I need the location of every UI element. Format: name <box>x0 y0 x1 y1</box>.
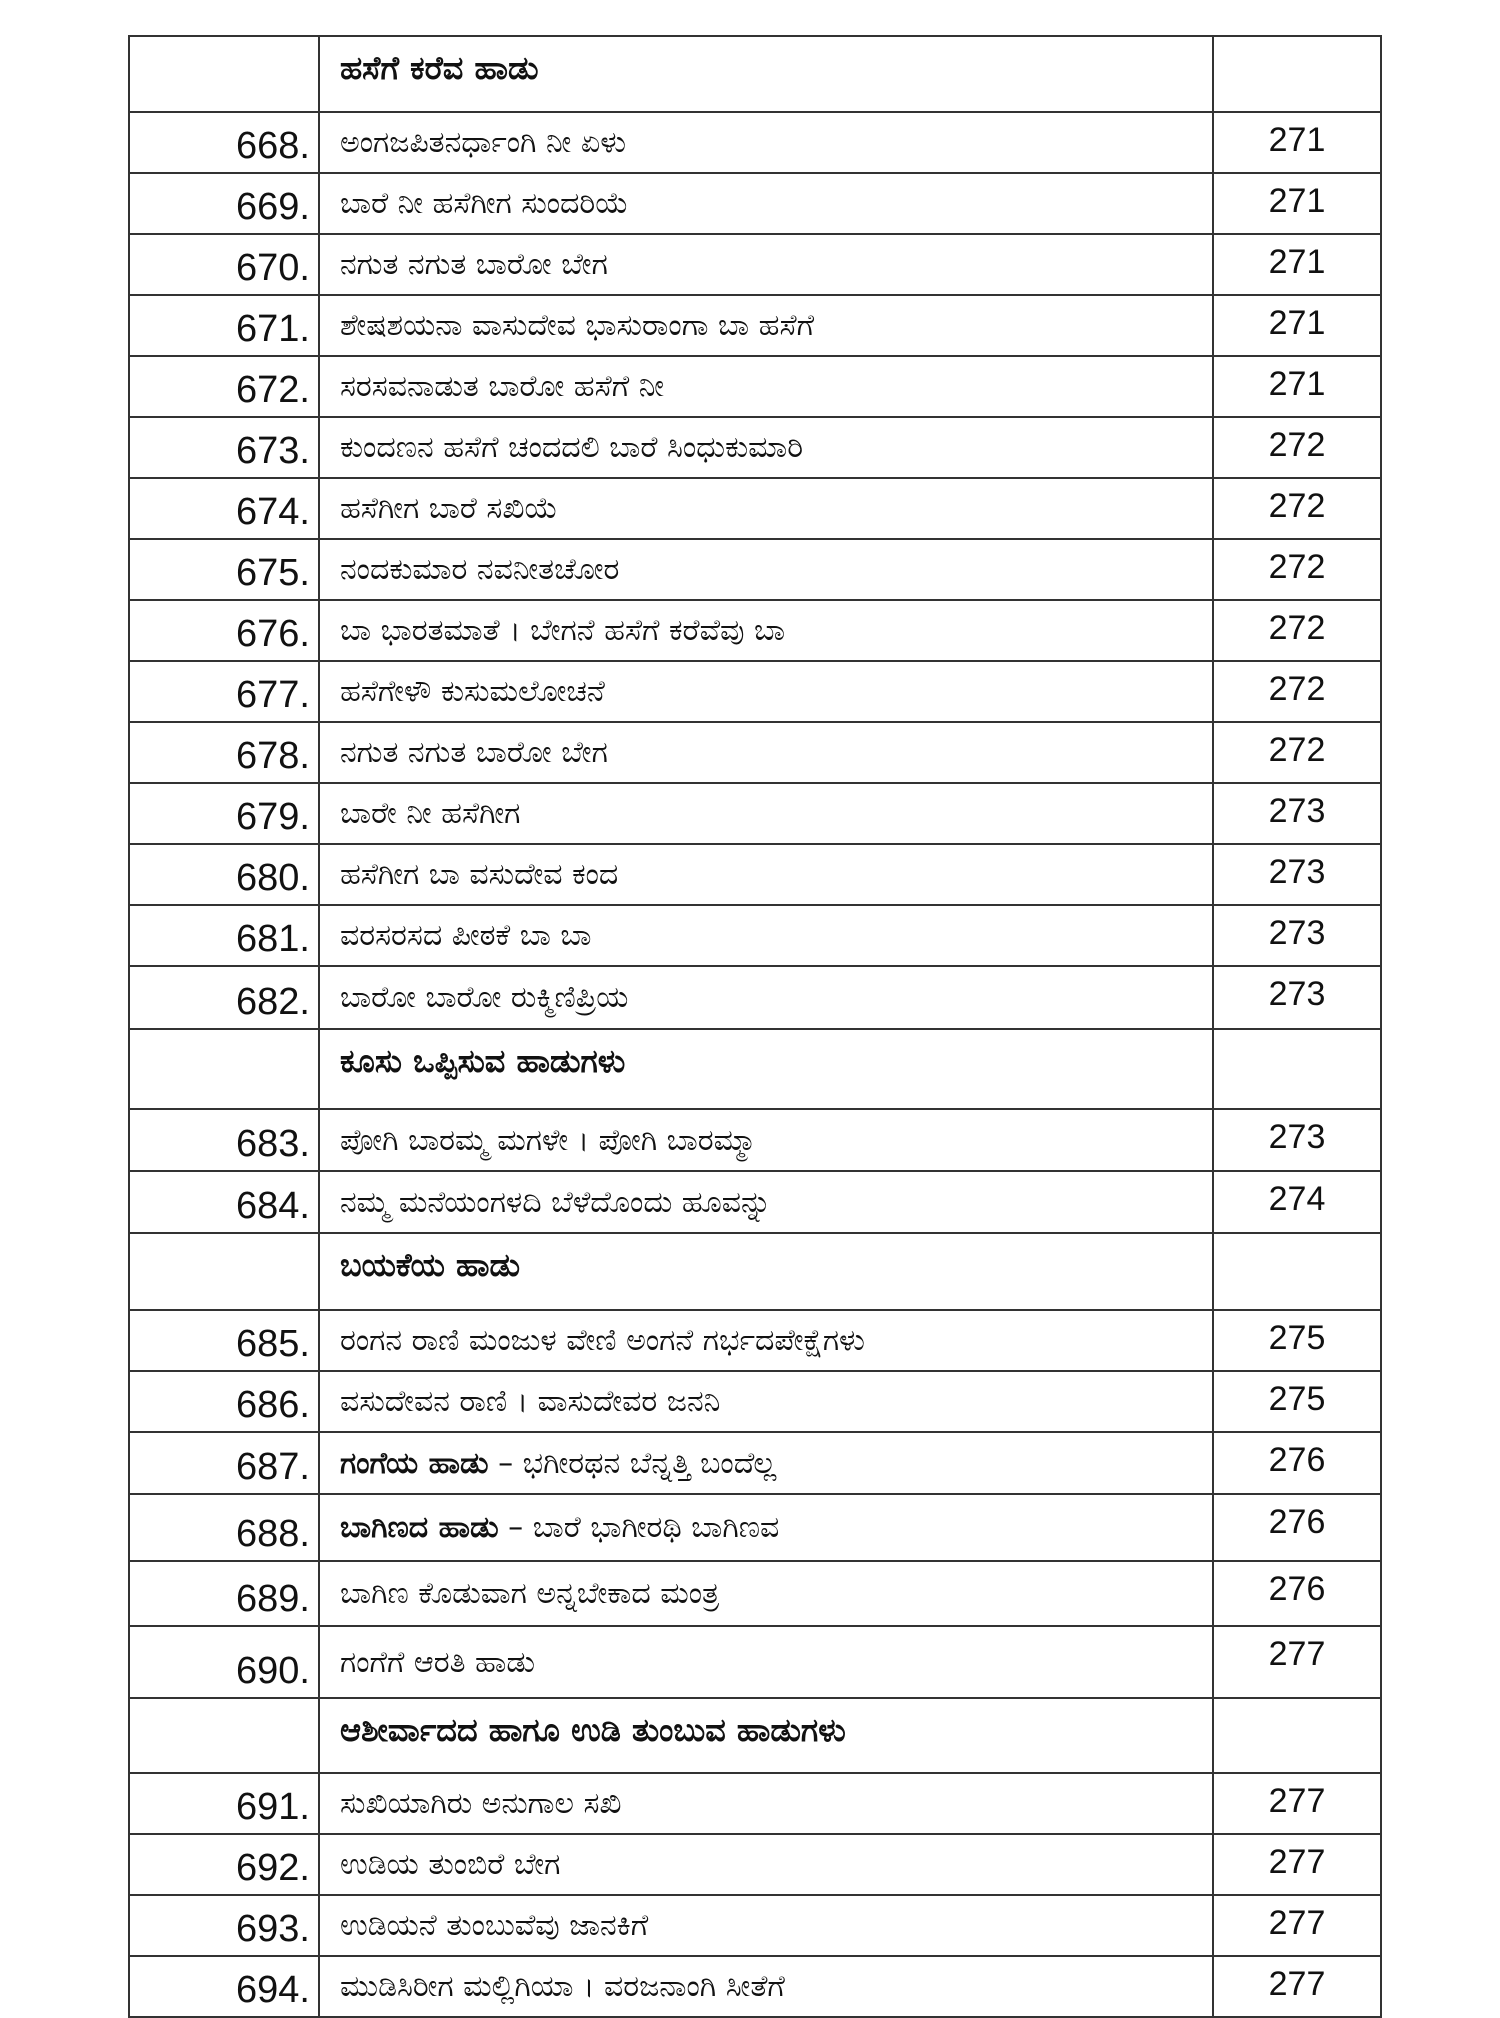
song-title: ಕುಂದಣನ ಹಸೆಗೆ ಚಂದದಲಿ ಬಾರೆ ಸಿಂಧುಕುಮಾರಿ <box>340 430 804 465</box>
table-row <box>129 1432 1381 1494</box>
entry-number: 675. <box>129 539 319 600</box>
empty-cell <box>1213 1233 1381 1310</box>
song-title: – ಬಾರೆ ಭಾಗೀರಥಿ ಬಾಗಿಣವ <box>498 1510 780 1545</box>
entry-number: 674. <box>129 478 319 539</box>
empty-cell <box>1213 1029 1381 1109</box>
song-title: ಗಂಗೆಗೆ ಆರತಿ ಹಾಡು <box>340 1644 536 1680</box>
entry-number: 683. <box>129 1109 319 1171</box>
entry-number: 668. <box>129 112 319 173</box>
song-title: ಬಾರೆ ನೀ ಹಸೆಗೀಗ ಸುಂದರಿಯೆ <box>340 186 629 221</box>
entry-number: 678. <box>129 722 319 783</box>
song-title: ಬಾರೇ ನೀ ಹಸೆಗೀಗ <box>340 796 521 831</box>
song-title: ನಮ್ಮ ಮನೆಯಂಗಳದಿ ಬೆಳೆದೊಂದು ಹೂವನ್ನು <box>340 1184 772 1220</box>
song-title-cell <box>319 539 1213 600</box>
entry-number: 679. <box>129 783 319 844</box>
entry-number: 685. <box>129 1310 319 1371</box>
entry-number: 686. <box>129 1371 319 1432</box>
table-row <box>129 1494 1381 1561</box>
page-number: 271 <box>1213 173 1381 234</box>
page-number: 272 <box>1213 478 1381 539</box>
table-row <box>129 1171 1381 1233</box>
table-row <box>129 1626 1381 1698</box>
entry-number: 691. <box>129 1773 319 1834</box>
entry-number: 671. <box>129 295 319 356</box>
page-number: 272 <box>1213 539 1381 600</box>
song-title: ಮುಡಿಸಿರೀಗ ಮಲ್ಲಿಗಿಯಾ । ವರಜನಾಂಗಿ ಸೀತೆಗೆ <box>340 1969 785 2004</box>
entry-number: 687. <box>129 1432 319 1494</box>
song-title: ನಂದಕುಮಾರ ನವನೀತಚೋರ <box>340 552 620 587</box>
table-row <box>129 234 1381 295</box>
song-title-cell <box>319 478 1213 539</box>
table-row <box>129 1895 1381 1956</box>
section-header-row <box>129 1233 1381 1310</box>
song-title-cell <box>319 1773 1213 1834</box>
song-title: ಅಂಗಜಪಿತನರ್ಧಾಂಗಿ ನೀ ಏಳು <box>340 125 627 160</box>
entry-number: 682. <box>129 966 319 1029</box>
song-title-cell <box>319 905 1213 966</box>
entry-number: 684. <box>129 1171 319 1233</box>
page-number: 277 <box>1213 1956 1381 2017</box>
section-heading: ಬಯಕೆಯ ಹಾಡು <box>319 1233 1213 1310</box>
page-number: 276 <box>1213 1561 1381 1626</box>
entry-number: 692. <box>129 1834 319 1895</box>
page-number: 273 <box>1213 966 1381 1029</box>
section-heading: ಕೂಸು ಒಪ್ಪಿಸುವ ಹಾಡುಗಳು <box>319 1029 1213 1109</box>
song-title: ಹಸೆಗೀಗ ಬಾ ವಸುದೇವ ಕಂದ <box>340 857 619 892</box>
song-category: ಬಾಗಿಣದ ಹಾಡು <box>340 1510 499 1545</box>
table-row <box>129 1371 1381 1432</box>
song-title-cell <box>319 1895 1213 1956</box>
page-number: 275 <box>1213 1371 1381 1432</box>
song-title: ಬಾರೋ ಬಾರೋ ರುಕ್ಮಿಣಿಪ್ರಿಯ <box>340 980 629 1015</box>
table-row <box>129 1109 1381 1171</box>
song-title: ಹಸೆಗೀಗ ಬಾರೆ ಸಖಿಯೆ <box>340 491 558 526</box>
song-title: ಬಾ ಭಾರತಮಾತೆ । ಬೇಗನೆ ಹಸೆಗೆ ಕರೆವೆವು ಬಾ <box>340 613 786 648</box>
page-number: 272 <box>1213 600 1381 661</box>
song-title: ನಗುತ ನಗುತ ಬಾರೋ ಬೇಗ <box>340 247 608 282</box>
song-title: ಬಾಗಿಣ ಕೊಡುವಾಗ ಅನ್ನಬೇಕಾದ ಮಂತ್ರ <box>340 1576 720 1611</box>
song-title-cell <box>319 1561 1213 1626</box>
table-row <box>129 1561 1381 1626</box>
song-title-cell <box>319 356 1213 417</box>
page-number: 272 <box>1213 417 1381 478</box>
section-heading: ಆಶೀರ್ವಾದದ ಹಾಗೂ ಉಡಿ ತುಂಬುವ ಹಾಡುಗಳು <box>319 1698 1213 1773</box>
empty-cell <box>1213 1698 1381 1773</box>
song-title: ಪೋಗಿ ಬಾರಮ್ಮ ಮಗಳೇ । ಪೋಗಿ ಬಾರಮ್ಮಾ <box>340 1122 757 1158</box>
song-title: ನಗುತ ನಗುತ ಬಾರೋ ಬೇಗ <box>340 735 608 770</box>
empty-cell <box>1213 36 1381 112</box>
song-title-cell <box>319 1834 1213 1895</box>
song-title: ವರಸರಸದ ಪೀಠಕೆ ಬಾ ಬಾ <box>340 918 592 953</box>
table-row <box>129 356 1381 417</box>
entry-number: 689. <box>129 1561 319 1626</box>
entry-number: 672. <box>129 356 319 417</box>
table-body <box>129 36 1381 2017</box>
song-title-cell <box>319 1626 1213 1698</box>
song-title: ವಸುದೇವನ ರಾಣಿ । ವಾಸುದೇವರ ಜನನಿ <box>340 1384 721 1419</box>
entry-number: 681. <box>129 905 319 966</box>
song-title-cell <box>319 600 1213 661</box>
entry-number: 688. <box>129 1494 319 1561</box>
table-row <box>129 661 1381 722</box>
page-number: 271 <box>1213 356 1381 417</box>
page-number: 273 <box>1213 1109 1381 1171</box>
empty-cell <box>129 1029 319 1109</box>
table-row <box>129 173 1381 234</box>
page-number: 273 <box>1213 905 1381 966</box>
song-title-cell <box>319 661 1213 722</box>
table-row <box>129 478 1381 539</box>
entry-number: 677. <box>129 661 319 722</box>
section-header-row <box>129 1029 1381 1109</box>
song-title-cell <box>319 1432 1213 1494</box>
table-row <box>129 1956 1381 2017</box>
song-title-cell <box>319 417 1213 478</box>
song-title-cell <box>319 1494 1213 1561</box>
empty-cell <box>129 36 319 112</box>
page-number: 271 <box>1213 234 1381 295</box>
entry-number: 694. <box>129 1956 319 2017</box>
song-title-cell <box>319 1310 1213 1371</box>
entry-number: 670. <box>129 234 319 295</box>
song-category: ಗಂಗೆಯ ಹಾಡು <box>340 1445 489 1481</box>
section-header-row <box>129 36 1381 112</box>
song-title-cell <box>319 234 1213 295</box>
entry-number: 673. <box>129 417 319 478</box>
table-row <box>129 783 1381 844</box>
song-title-cell <box>319 1956 1213 2017</box>
table-row <box>129 1834 1381 1895</box>
entry-number: 676. <box>129 600 319 661</box>
page-number: 271 <box>1213 295 1381 356</box>
song-title-cell <box>319 1109 1213 1171</box>
page-number: 277 <box>1213 1834 1381 1895</box>
song-title: ಸುಖಿಯಾಗಿರು ಅನುಗಾಲ ಸಖಿ <box>340 1786 622 1821</box>
entry-number: 690. <box>129 1626 319 1698</box>
song-title-cell <box>319 783 1213 844</box>
page-number: 274 <box>1213 1171 1381 1233</box>
section-heading: ಹಸೆಗೆ ಕರೆವ ಹಾಡು <box>319 36 1213 112</box>
table-row <box>129 966 1381 1029</box>
table-row <box>129 722 1381 783</box>
table-row <box>129 295 1381 356</box>
song-title-cell <box>319 966 1213 1029</box>
table-row <box>129 417 1381 478</box>
table-row <box>129 1773 1381 1834</box>
entry-number: 693. <box>129 1895 319 1956</box>
table-row <box>129 844 1381 905</box>
page-number: 276 <box>1213 1494 1381 1561</box>
song-title-cell <box>319 844 1213 905</box>
table-row <box>129 905 1381 966</box>
song-title: ಸರಸವನಾಡುತ ಬಾರೋ ಹಸೆಗೆ ನೀ <box>340 369 665 404</box>
song-title-cell <box>319 1171 1213 1233</box>
empty-cell <box>129 1698 319 1773</box>
page-number: 272 <box>1213 661 1381 722</box>
table-row <box>129 1310 1381 1371</box>
page-number: 273 <box>1213 783 1381 844</box>
page-number: 275 <box>1213 1310 1381 1371</box>
song-title-cell <box>319 173 1213 234</box>
song-title-cell <box>319 722 1213 783</box>
entry-number: 680. <box>129 844 319 905</box>
song-title: ಉಡಿಯನೆ ತುಂಬುವೆವು ಜಾನಕಿಗೆ <box>340 1908 649 1943</box>
song-title-cell <box>319 295 1213 356</box>
table-row <box>129 539 1381 600</box>
page-number: 271 <box>1213 112 1381 173</box>
page-number: 277 <box>1213 1773 1381 1834</box>
page-number: 276 <box>1213 1432 1381 1494</box>
section-header-row <box>129 1698 1381 1773</box>
table-row <box>129 600 1381 661</box>
song-title: – ಭಗೀರಥನ ಬೆನ್ನತ್ತಿ ಬಂದೆಲ್ಲ <box>488 1445 777 1481</box>
song-title: ಉಡಿಯ ತುಂಬಿರೆ ಬೇಗ <box>340 1847 561 1882</box>
song-title-cell <box>319 112 1213 173</box>
song-title: ಹಸೆಗೇಳೌ ಕುಸುಮಲೋಚನೆ <box>340 674 605 709</box>
page-number: 277 <box>1213 1895 1381 1956</box>
song-title-cell <box>319 1371 1213 1432</box>
song-index-table <box>128 35 1382 2018</box>
page-number: 272 <box>1213 722 1381 783</box>
table-row <box>129 112 1381 173</box>
entry-number: 669. <box>129 173 319 234</box>
page-number: 277 <box>1213 1626 1381 1698</box>
page-number: 273 <box>1213 844 1381 905</box>
empty-cell <box>129 1233 319 1310</box>
song-title: ಶೇಷಶಯನಾ ವಾಸುದೇವ ಭಾಸುರಾಂಗಾ ಬಾ ಹಸೆಗೆ <box>340 308 815 343</box>
song-title: ರಂಗನ ರಾಣಿ ಮಂಜುಳ ವೇಣಿ ಅಂಗನೆ ಗರ್ಭದಪೇಕ್ಷೆಗಳು <box>340 1323 865 1358</box>
